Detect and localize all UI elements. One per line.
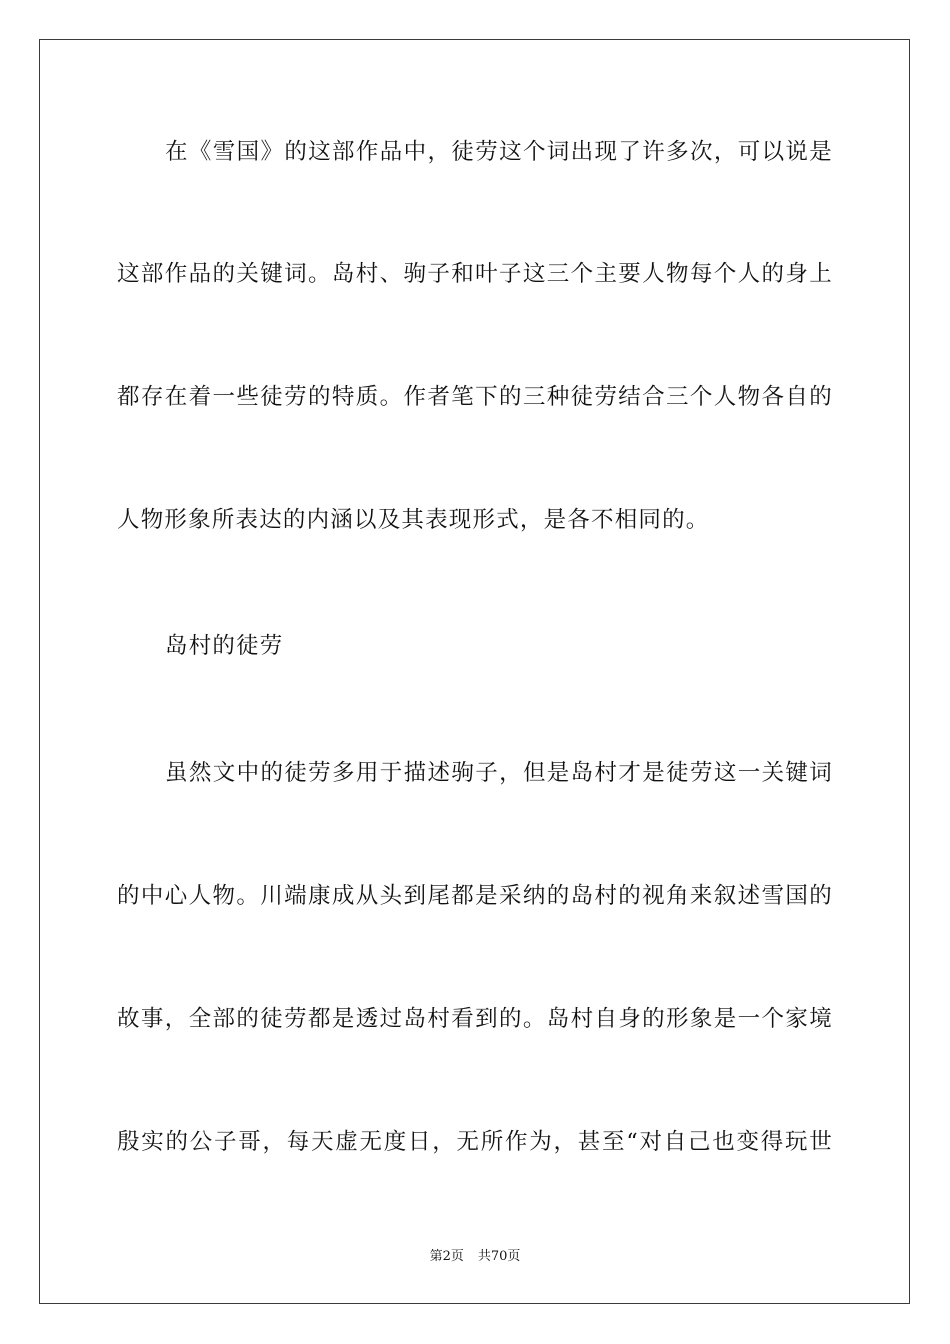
paragraph-1-line-3: 都存在着一些徒劳的特质。作者笔下的三种徒劳结合三个人物各自的: [117, 384, 833, 410]
paragraph-2-line-4: 殷实的公子哥，每天虚无度日，无所作为，甚至“对自己也变得玩世: [117, 1129, 833, 1155]
paragraph-2-line-3: 故事，全部的徒劳都是透过岛村看到的。岛村自身的形象是一个家境: [117, 1006, 833, 1032]
page-footer: [0, 1248, 950, 1266]
page-border: [39, 39, 910, 1304]
paragraph-1-line-1: 在《雪国》的这部作品中，徒劳这个词出现了许多次，可以说是: [165, 139, 833, 165]
paragraph-1-line-2: 这部作品的关键词。岛村、驹子和叶子这三个主要人物每个人的身上: [117, 261, 833, 287]
section-heading: 岛村的徒劳: [165, 633, 284, 659]
total-pages: 共70页: [477, 1249, 521, 1264]
paragraph-2-line-2: 的中心人物。川端康成从头到尾都是采纳的岛村的视角来叙述雪国的: [117, 883, 833, 909]
page-number: 第2页: [429, 1249, 464, 1264]
paragraph-1-line-4: 人物形象所表达的内涵以及其表现形式，是各不相同的。: [117, 507, 710, 533]
paragraph-2-line-1: 虽然文中的徒劳多用于描述驹子，但是岛村才是徒劳这一关键词: [165, 760, 833, 786]
